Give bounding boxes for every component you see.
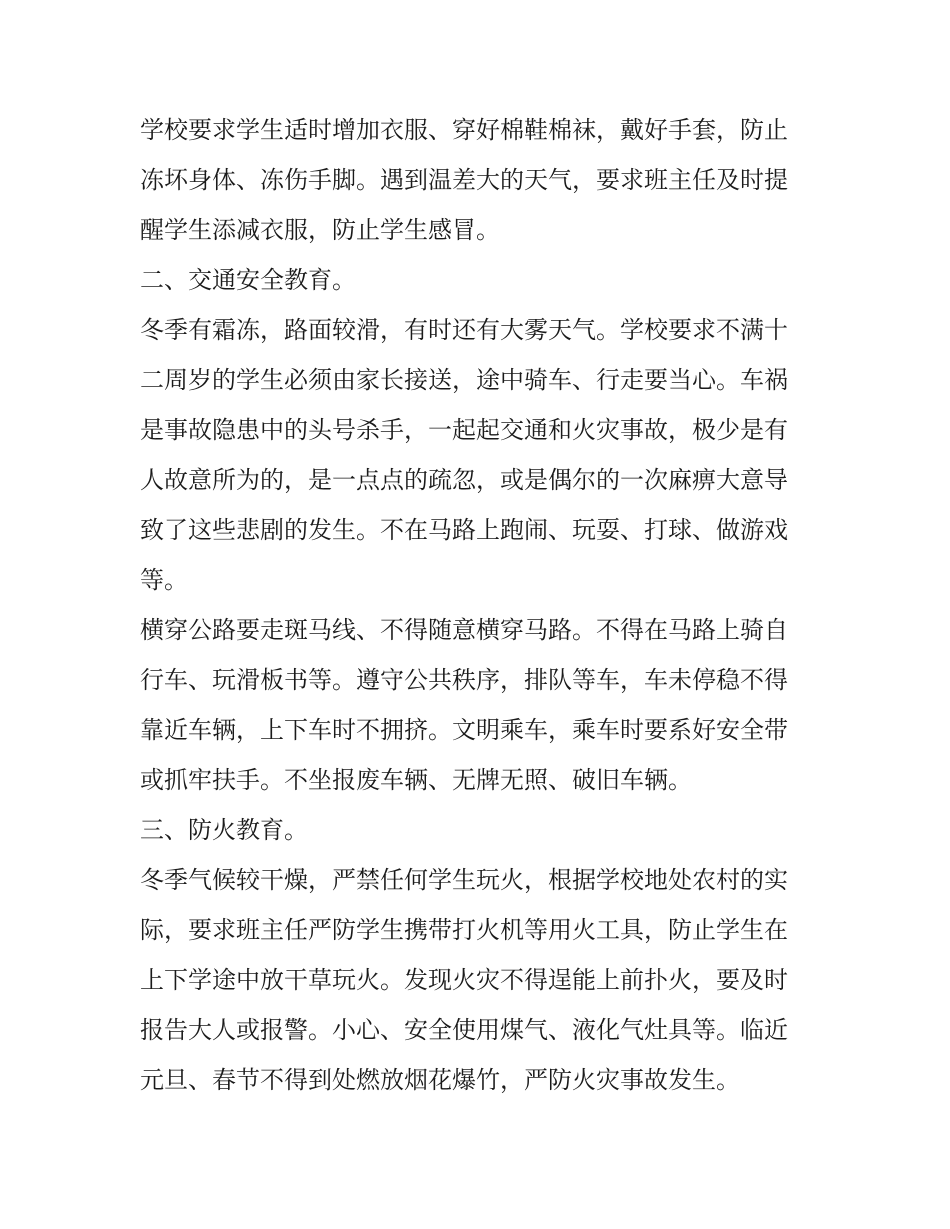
text-line: 或抓牢扶手。不坐报废车辆、无牌无照、破旧车辆。	[140, 766, 692, 794]
text-line: 元旦、春节不得到处燃放烟花爆竹，严防火灾事故发生。	[140, 1066, 740, 1094]
text-line: 靠近车辆，上下车时不拥挤。文明乘车，乘车时要系好安全带	[140, 716, 788, 744]
text-line: 醒学生添减衣服，防止学生感冒。	[140, 216, 500, 244]
text-line: 是事故隐患中的头号杀手，一起起交通和火灾事故，极少是有	[140, 416, 788, 444]
text-line: 冬季气候较干燥，严禁任何学生玩火，根据学校地处农村的实	[140, 866, 788, 894]
section-heading-fire: 三、防火教育。	[140, 816, 308, 844]
text-line: 学校要求学生适时增加衣服、穿好棉鞋棉袜，戴好手套，防止	[140, 116, 788, 144]
text-line: 冻坏身体、冻伤手脚。遇到温差大的天气，要求班主任及时提	[140, 166, 788, 194]
text-line: 报告大人或报警。小心、安全使用煤气、液化气灶具等。临近	[140, 1016, 788, 1044]
section-heading-traffic: 二、交通安全教育。	[140, 266, 356, 294]
document-body	[140, 105, 820, 1105]
text-line: 冬季有霜冻，路面较滑，有时还有大雾天气。学校要求不满十	[140, 316, 788, 344]
text-line: 致了这些悲剧的发生。不在马路上跑闹、玩耍、打球、做游戏	[140, 516, 788, 544]
text-line: 横穿公路要走斑马线、不得随意横穿马路。不得在马路上骑自	[140, 616, 788, 644]
text-line: 行车、玩滑板书等。遵守公共秩序，排队等车，车未停稳不得	[140, 666, 788, 694]
text-line: 等。	[140, 566, 188, 594]
text-line: 人故意所为的，是一点点的疏忽，或是偶尔的一次麻痹大意导	[140, 466, 788, 494]
text-line: 上下学途中放干草玩火。发现火灾不得逞能上前扑火，要及时	[140, 966, 788, 994]
text-line: 际，要求班主任严防学生携带打火机等用火工具，防止学生在	[140, 916, 788, 944]
text-line: 二周岁的学生必须由家长接送，途中骑车、行走要当心。车祸	[140, 366, 788, 394]
